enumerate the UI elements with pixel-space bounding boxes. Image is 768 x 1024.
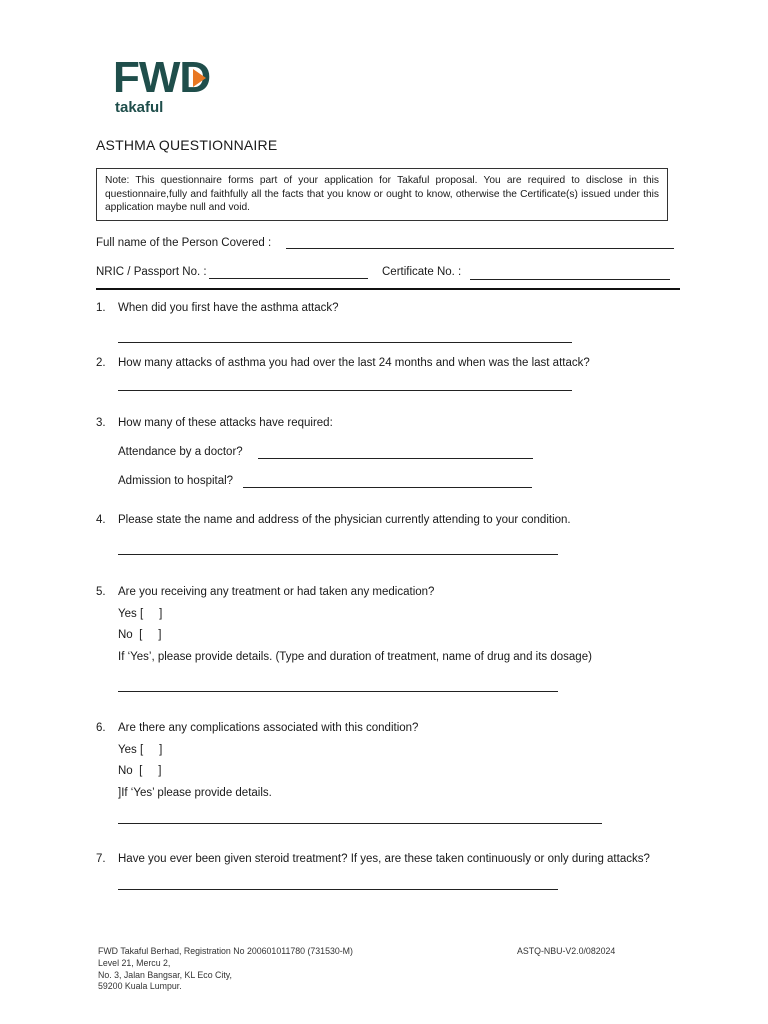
question-7-number: 7. xyxy=(96,853,106,865)
question-5-text: Are you receiving any treatment or had taken any medication? xyxy=(118,586,435,598)
nric-field[interactable] xyxy=(209,278,368,279)
question-3-doctor-field[interactable] xyxy=(258,458,533,459)
nric-label: NRIC / Passport No. : xyxy=(96,266,207,278)
question-2-text: How many attacks of asthma you had over the last 24 months and when was the last attack? xyxy=(118,357,590,369)
question-3-text: How many of these attacks have required: xyxy=(118,417,333,429)
full-name-label: Full name of the Person Covered : xyxy=(96,237,272,249)
question-6-yes-checkbox[interactable]: Yes [ ] xyxy=(118,744,163,756)
question-1-text: When did you first have the asthma attack? xyxy=(118,302,339,314)
question-2-number: 2. xyxy=(96,357,106,369)
footer-address-line-1: Level 21, Mercu 2, xyxy=(98,957,171,968)
question-6-text: Are there any complications associated with this condition? xyxy=(118,722,419,734)
question-5-no-checkbox[interactable]: No [ ] xyxy=(118,629,162,641)
question-3-hospital-field[interactable] xyxy=(243,487,532,488)
question-7-text: Have you ever been given steroid treatment? If yes, are these taken continuously or only during attacks? xyxy=(118,853,650,865)
question-4-text: Please state the name and address of the physician currently attending to your condition. xyxy=(118,514,571,526)
question-6-no-checkbox[interactable]: No [ ] xyxy=(118,765,162,777)
certificate-field[interactable] xyxy=(470,279,670,280)
footer-address-line-2: No. 3, Jalan Bangsar, KL Eco City, xyxy=(98,969,232,980)
question-5-yes-checkbox[interactable]: Yes [ ] xyxy=(118,608,163,620)
question-1-number: 1. xyxy=(96,302,106,314)
question-7-answer-field[interactable] xyxy=(118,889,558,890)
logo-sub: takaful xyxy=(115,99,164,116)
question-3-doctor-label: Attendance by a doctor? xyxy=(118,446,243,458)
question-1-answer-field[interactable] xyxy=(118,342,572,343)
logo-brand: FWD xyxy=(113,53,211,102)
question-3-number: 3. xyxy=(96,417,106,429)
full-name-field[interactable] xyxy=(286,248,674,249)
footer-address-line-3: 59200 Kuala Lumpur. xyxy=(98,981,182,992)
certificate-label: Certificate No. : xyxy=(382,266,462,278)
question-4-answer-field[interactable] xyxy=(118,554,558,555)
note-box: Note: This questionnaire forms part of your application for Takaful proposal. You are required to disclose in this questionnaire,fully and faithfully all the facts that you know or ought to know, otherwise the Certificate(s) issued under this application maybe null and void. xyxy=(96,168,668,221)
fwd-takaful-logo xyxy=(113,53,233,120)
footer-doc-code: ASTQ-NBU-V2.0/082024 xyxy=(517,946,616,956)
question-6-answer-field[interactable] xyxy=(118,823,602,824)
footer-company: FWD Takaful Berhad, Registration No 200601011780 (731530-M) xyxy=(98,946,353,956)
question-5-detail-label: If ‘Yes’, please provide details. (Type and duration of treatment, name of drug and its dosage) xyxy=(118,651,592,663)
question-4-number: 4. xyxy=(96,514,106,526)
question-5-number: 5. xyxy=(96,586,106,598)
question-5-answer-field[interactable] xyxy=(118,691,558,692)
question-3-hospital-label: Admission to hospital? xyxy=(118,475,234,487)
play-icon xyxy=(193,69,206,87)
question-6-number: 6. xyxy=(96,722,106,734)
question-2-answer-field[interactable] xyxy=(118,390,572,391)
question-6-detail-label: ]If ‘Yes’ please provide details. xyxy=(118,787,272,799)
page-title: ASTHMA QUESTIONNAIRE xyxy=(96,137,278,153)
header-divider xyxy=(96,288,680,290)
footer-address xyxy=(98,946,353,993)
